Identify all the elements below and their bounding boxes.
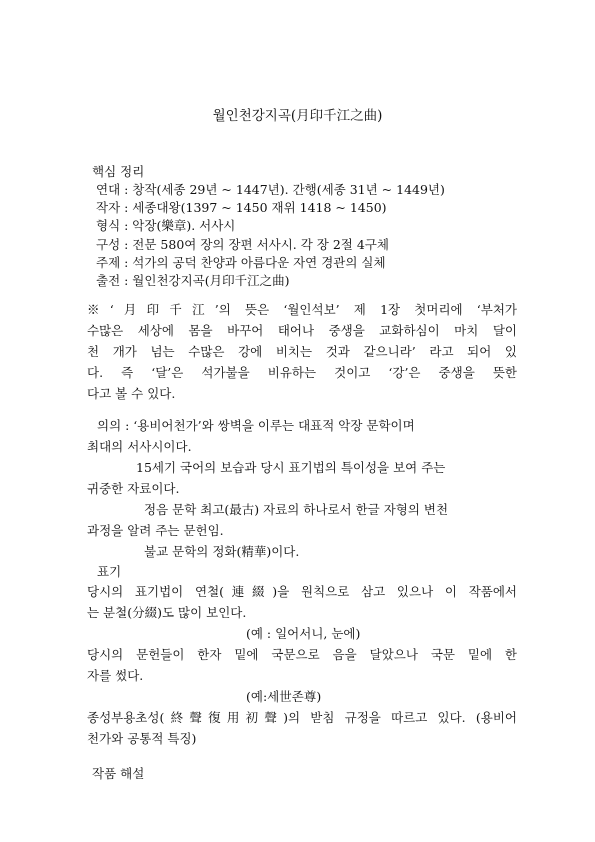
significance-line: 의의 : ‘용비어천가’와 쌍벽을 이루는 대표적 악장 문학이며 (97, 418, 415, 433)
summary-year: 연대 : 창작(세종 29년 ~ 1447년). 간행(세종 31년 ~ 1449년) (96, 182, 445, 197)
significance-line: 과정을 알려 주는 문헌임. (87, 523, 224, 538)
commentary-heading: 작품 해설 (92, 766, 145, 781)
summary-source: 출전 : 월인천강지곡(月印千江之曲) (96, 273, 290, 288)
significance-line: 15세기 국어의 보습과 당시 표기법의 특이성을 보여 주는 (136, 460, 446, 475)
summary-author: 작자 : 세종대왕(1397 ~ 1450 재위 1418 ~ 1450) (96, 200, 387, 215)
notation-line: 는 분철(分綴)도 많이 보인다. (87, 605, 247, 620)
notation-line: 당시의 표기법이 연철(連綴)을 원칙으로 삼고 있으나 이 작품에서 (87, 584, 517, 599)
note-line: 수많은 세상에 몸을 바꾸어 태어나 중생을 교화하심이 마치 달이 (87, 323, 517, 338)
summary-theme: 주제 : 석가의 공덕 찬양과 아름다운 자연 경관의 실체 (96, 255, 386, 270)
notation-line: 당시의 문헌들이 한자 밑에 국문으로 음을 달았으나 국문 밑에 한 (87, 647, 517, 662)
notation-line: 종성부용초성(終聲復用初聲)의 받침 규정을 따르고 있다. (용비어 (87, 710, 517, 725)
note-line: 천 개가 넘는 수많은 강에 비치는 것과 같으니라’ 라고 되어 있 (87, 344, 517, 359)
notation-example: (예:세世존尊) (246, 689, 322, 704)
significance-line: 최대의 서사시이다. (87, 439, 192, 454)
notation-line: 자를 썼다. (87, 668, 144, 683)
notation-example: (예 : 일어서니, 눈에) (246, 626, 361, 641)
summary-form: 형식 : 악장(樂章). 서사시 (96, 218, 236, 233)
document-title: 월인천강지곡(月印千江之曲) (212, 108, 383, 124)
significance-line: 정음 문학 최고(最古) 자료의 하나로서 한글 자형의 변천 (144, 502, 449, 517)
summary-heading: 핵심 정리 (92, 164, 145, 179)
note-line: 다. 즉 ‘달’은 석가불을 비유하는 것이고 ‘강’은 중생을 뜻한 (87, 365, 517, 380)
summary-structure: 구성 : 전문 580여 장의 장편 서사시. 각 장 2절 4구체 (96, 237, 389, 252)
note-line: 다고 볼 수 있다. (87, 386, 176, 401)
notation-line: 천가와 공통적 특징) (87, 731, 197, 746)
significance-line: 불교 문학의 정화(精華)이다. (144, 544, 300, 559)
notation-heading: 표기 (97, 564, 122, 579)
note-line: ※‘月印千江’의 뜻은 ‘월인석보’ 제 1장 첫머리에 ‘부처가 (87, 302, 517, 317)
significance-line: 귀중한 자료이다. (87, 481, 180, 496)
